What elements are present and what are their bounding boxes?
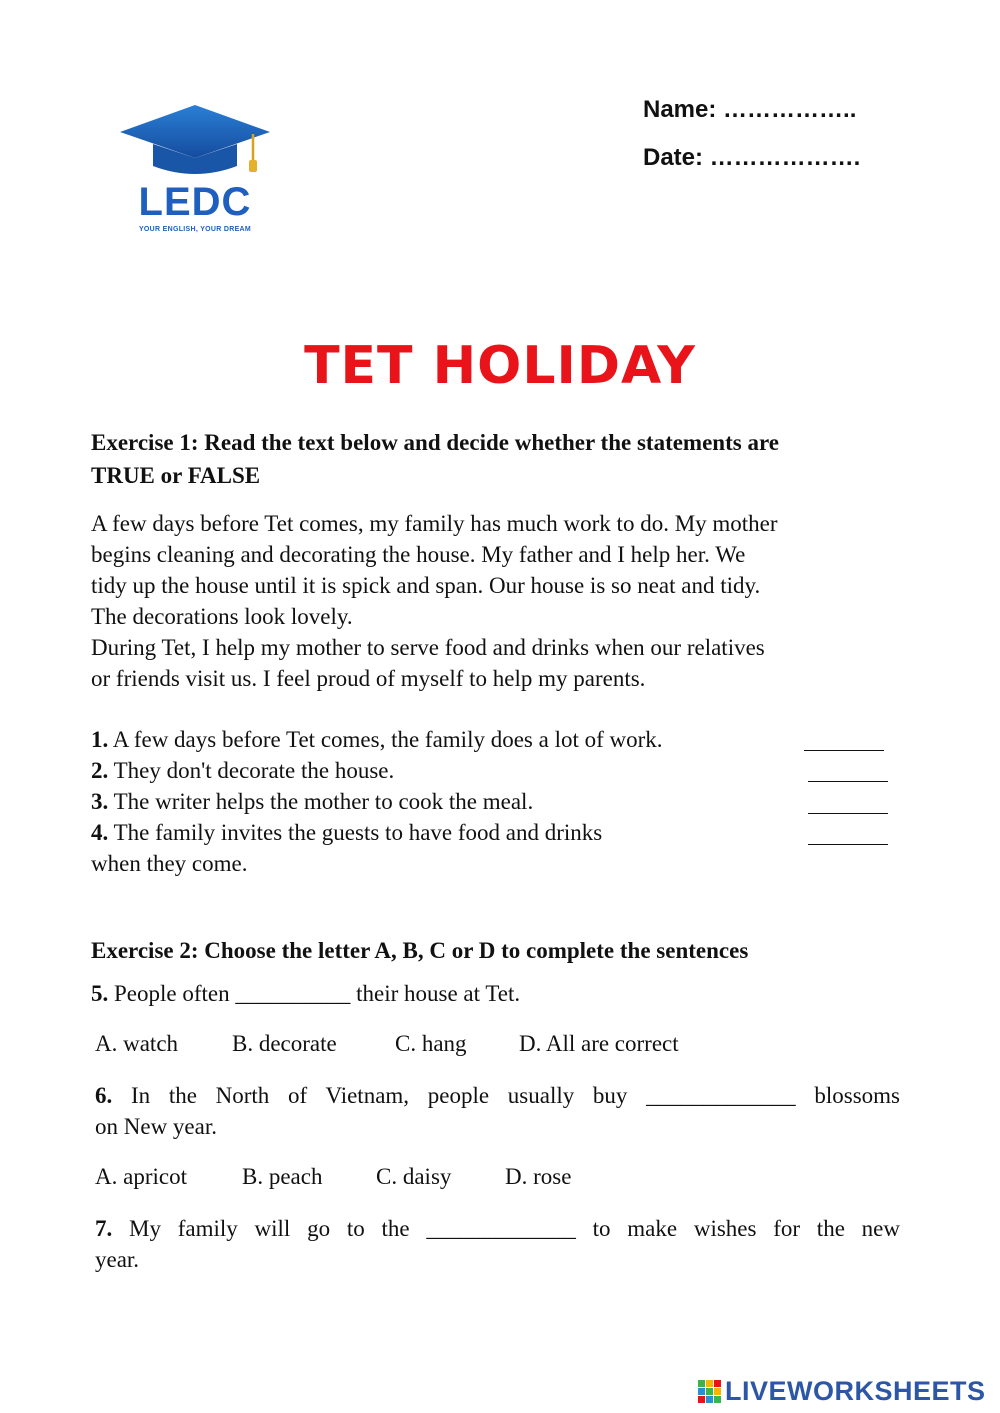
answer-blank-2[interactable] — [808, 781, 888, 782]
statement-text: A few days before Tet comes, the family does a lot of work. — [108, 727, 663, 752]
brand-name: LIVEWORKSHEETS — [725, 1376, 986, 1406]
statement-4 — [91, 817, 602, 848]
question-6 — [95, 1080, 900, 1142]
option-d[interactable]: D. rose — [505, 1164, 572, 1189]
exercise2-heading: Exercise 2: Choose the letter A, B, C or D to complete the sentences — [91, 938, 749, 963]
question-6-options — [95, 1161, 571, 1192]
exercise1-heading-line1: Exercise 1: Read the text below and decide whether the statements are — [91, 430, 779, 455]
question-7 — [95, 1213, 900, 1275]
answer-blank-4[interactable] — [808, 844, 888, 845]
question-text: People often __________ their house at Tet. — [108, 981, 521, 1006]
question-6-line1 — [95, 1080, 900, 1111]
statement-text: The writer helps the mother to cook the meal. — [108, 789, 534, 814]
statement-text: They don't decorate the house. — [108, 758, 395, 783]
liveworksheets-logo-icon — [697, 1379, 723, 1405]
statement-text: The family invites the guests to have food and drinks — [108, 820, 603, 845]
logo-name: LEDC — [138, 180, 252, 224]
ledc-logo — [115, 100, 275, 240]
page-title: TET HOLIDAY — [304, 336, 696, 396]
question-text: In the North of Vietnam, people usually buy _____________ blossoms — [112, 1083, 900, 1108]
exercise1-heading — [91, 426, 911, 492]
statement-number: 3. — [91, 789, 109, 814]
answer-blank-3[interactable] — [808, 813, 888, 814]
statement-number: 1. — [91, 727, 109, 752]
question-number: 6. — [95, 1083, 113, 1108]
option-a[interactable]: A. watch — [95, 1031, 179, 1056]
passage-line: During Tet, I help my mother to serve food and drinks when our relatives — [91, 635, 765, 660]
passage-line: A few days before Tet comes, my family has much work to do. My mother — [91, 511, 778, 536]
statement-1 — [91, 724, 663, 755]
reading-passage — [91, 508, 911, 694]
question-5 — [91, 978, 520, 1009]
statement-number: 2. — [91, 758, 109, 783]
statement-number: 4. — [91, 820, 109, 845]
logo-slogan: YOUR ENGLISH, YOUR DREAM — [138, 226, 252, 233]
statement-4-continued: when they come. — [91, 851, 248, 876]
passage-line: tidy up the house until it is spick and span. Our house is so neat and tidy. — [91, 573, 761, 598]
option-b[interactable]: B. peach — [242, 1164, 323, 1189]
question-7-line2: year. — [95, 1247, 140, 1272]
question-number: 5. — [91, 981, 109, 1006]
passage-line: begins cleaning and decorating the house. My father and I help her. We — [91, 542, 746, 567]
exercise1-heading-line2: TRUE or FALSE — [91, 463, 261, 488]
option-a[interactable]: A. apricot — [95, 1164, 187, 1189]
question-7-line1 — [95, 1213, 900, 1244]
statement-2 — [91, 755, 394, 786]
question-6-line2: on New year. — [95, 1114, 217, 1139]
option-d[interactable]: D. All are correct — [519, 1031, 679, 1056]
statement-3 — [91, 786, 533, 817]
option-b[interactable]: B. decorate — [232, 1031, 337, 1056]
graduation-cap-icon — [115, 100, 275, 180]
name-field-label: Name: …………….. — [643, 96, 857, 123]
question-number: 7. — [95, 1216, 113, 1241]
option-c[interactable]: C. hang — [395, 1031, 467, 1056]
passage-line: or friends visit us. I feel proud of myself to help my parents. — [91, 666, 646, 691]
passage-line: The decorations look lovely. — [91, 604, 353, 629]
answer-blank-1[interactable] — [804, 750, 884, 751]
date-field-label: Date: ………………. — [643, 144, 861, 171]
question-text: My family will go to the _____________ to make wishes for the new — [112, 1216, 900, 1241]
question-5-options — [95, 1028, 679, 1059]
option-c[interactable]: C. daisy — [376, 1164, 452, 1189]
